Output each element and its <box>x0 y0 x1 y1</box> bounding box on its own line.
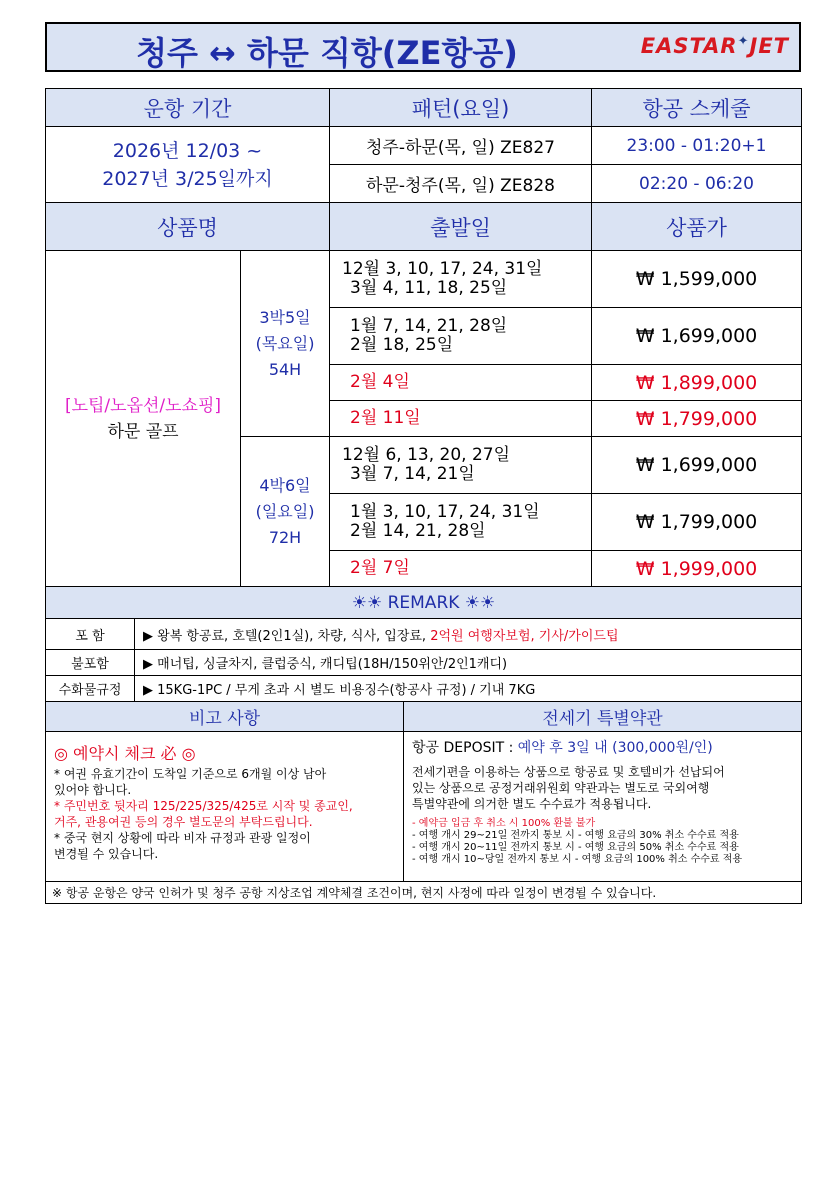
departure-header: 출발일 <box>330 203 592 251</box>
price: ₩ 1,999,000 <box>592 551 802 587</box>
route-return: 하문-청주(목, 일) ZE828 <box>330 165 592 203</box>
price: ₩ 1,699,000 <box>592 308 802 365</box>
exclude-text: ▶ 매너팁, 싱글차지, 클럽중식, 캐디팁(18H/150위안/2인1캐디) <box>135 650 802 676</box>
product-name-cell <box>46 251 241 587</box>
route-outbound: 청주-하문(목, 일) ZE827 <box>330 127 592 165</box>
departure-dates: 1월 3, 10, 17, 24, 31일 2월 14, 21, 28일 <box>330 494 592 551</box>
price-header: 상품가 <box>592 203 802 251</box>
page-title: 청주 ↔ 하문 직항(ZE항공) <box>136 34 518 72</box>
pattern-header: 패턴(요일) <box>330 89 592 127</box>
price: ₩ 1,899,000 <box>592 365 802 401</box>
check-title: ◎ 예약시 체크 必 ◎ <box>54 744 196 763</box>
footer-note: ※ 항공 운항은 양국 인허가 및 청주 공항 지상조업 계약체결 조건이며, 현지 사정에 따라 일정이 변경될 수 있습니다. <box>46 882 802 904</box>
include-label: 포 함 <box>46 619 135 650</box>
logo-star-icon: ✦ <box>737 34 750 49</box>
notes-table <box>45 701 802 904</box>
product-tag: [노팁/노옵션/노쇼핑] <box>64 395 222 416</box>
time-return: 02:20 - 06:20 <box>592 165 802 203</box>
departure-dates: 2월 4일 <box>330 365 592 401</box>
product-name: 하문 골프 <box>107 421 179 442</box>
include-text: ▶ 왕복 항공료, 호텔(2인1실), 차량, 식사, 입장료, 2억원 여행자보험, 기사/가이드팁 <box>135 619 802 650</box>
remark-title: ☀☀ REMARK ☀☀ <box>46 587 802 619</box>
departure-dates: 2월 7일 <box>330 551 592 587</box>
period-header: 운항 기간 <box>46 89 330 127</box>
departure-dates: 12월 3, 10, 17, 24, 31일 3월 4, 11, 18, 25일 <box>330 251 592 308</box>
products-table <box>45 202 802 587</box>
schedule-table <box>45 88 802 203</box>
times-header: 항공 스케줄 <box>592 89 802 127</box>
price: ₩ 1,599,000 <box>592 251 802 308</box>
price: ₩ 1,699,000 <box>592 437 802 494</box>
time-outbound: 23:00 - 01:20+1 <box>592 127 802 165</box>
eastarjet-logo: EASTAR✦JET <box>640 34 789 58</box>
charter-terms: 항공 DEPOSIT : 예약 후 3일 내 (300,000원/인) 전세기편을 이용하는 상품으로 항공료 및 호텔비가 선납되어 있는 상품으로 공정거래위원회 약관과는 별도로 국외여행 특별약관에 의거한 별도 수수료가 적용됩니다. - 예약금 입금 후 취소 시 100% 환불 불가 - 여행 개시 29~21일 전까지 통보 시 - 여행 요금의 30% 취소 수수료 적용 - 여행 개시 20~11일 전까지 통보 시 - 여행 요금의 50% 취소 수수료 적용 - 여행 개시 10~당일 전까지 통보 시 - 여행 요금의 100% 취소 수수료 적용 <box>404 732 802 882</box>
product-name-header: 상품명 <box>46 203 330 251</box>
baggage-text: ▶ 15KG-1PC / 무게 초과 시 별도 비용징수(항공사 규정) / 기내 7KG <box>135 676 802 702</box>
notes-header: 비고 사항 <box>46 702 404 732</box>
package-4n6d: 4박6일 (일요일) 72H <box>241 437 330 587</box>
baggage-label: 수화물규정 <box>46 676 135 702</box>
price: ₩ 1,799,000 <box>592 401 802 437</box>
departure-dates: 2월 11일 <box>330 401 592 437</box>
departure-dates: 12월 6, 13, 20, 27일 3월 7, 14, 21일 <box>330 437 592 494</box>
booking-notes: ◎ 예약시 체크 必 ◎ * 여권 유효기간이 도착일 기준으로 6개월 이상 남아 있어야 합니다. * 주민번호 뒷자리 125/225/325/425로 시작 및 종교인, 거주, 관용여권 등의 경우 별도문의 부탁드립니다. * 중국 현지 상황에 따라 비자 규정과 관광 일정이 변경될 수 있습니다. <box>46 732 404 882</box>
price: ₩ 1,799,000 <box>592 494 802 551</box>
package-3n5d: 3박5일 (목요일) 54H <box>241 251 330 437</box>
operating-period: 2026년 12/03 ~ 2027년 3/25일까지 <box>46 127 330 203</box>
charter-terms-header: 전세기 특별약관 <box>404 702 802 732</box>
itinerary-sheet <box>45 22 801 904</box>
departure-dates: 1월 7, 14, 21, 28일 2월 18, 25일 <box>330 308 592 365</box>
title-banner <box>45 22 801 72</box>
exclude-label: 불포함 <box>46 650 135 676</box>
remark-table <box>45 586 802 702</box>
